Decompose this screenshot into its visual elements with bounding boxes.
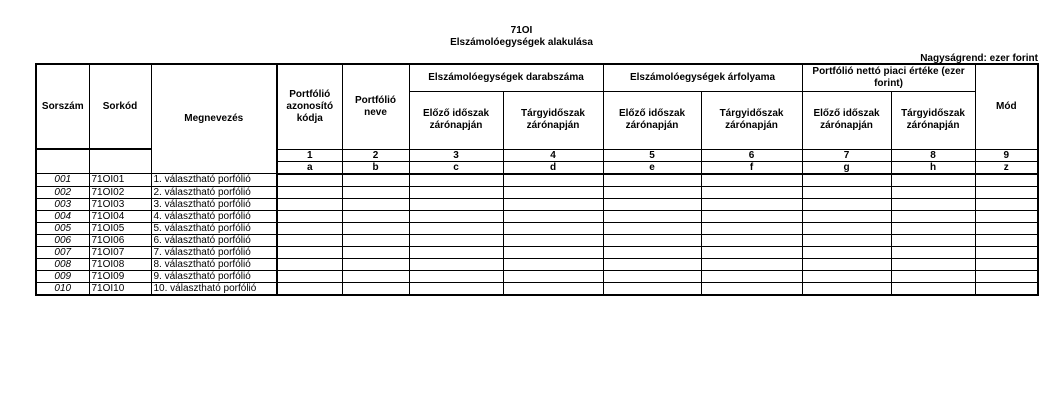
table-row bbox=[36, 174, 1038, 187]
row-megnevezes: 4. választható porfólió bbox=[151, 210, 277, 222]
row-sorkod: 71OI05 bbox=[89, 222, 151, 234]
data-cell[interactable] bbox=[802, 282, 891, 295]
row-sorszam: 002 bbox=[36, 186, 89, 198]
data-cell[interactable] bbox=[975, 246, 1038, 258]
data-cell[interactable] bbox=[975, 270, 1038, 282]
row-megnevezes: 7. választható porfólió bbox=[151, 246, 277, 258]
col-number: 6 bbox=[701, 149, 802, 161]
data-cell[interactable] bbox=[802, 174, 891, 187]
row-sorszam: 009 bbox=[36, 270, 89, 282]
row-sorkod: 71OI09 bbox=[89, 270, 151, 282]
row-sorszam: 001 bbox=[36, 174, 89, 187]
data-cell[interactable] bbox=[891, 222, 975, 234]
data-cell[interactable] bbox=[891, 258, 975, 270]
col-letter: a bbox=[277, 161, 342, 174]
data-cell[interactable] bbox=[503, 198, 603, 210]
data-cell[interactable] bbox=[701, 270, 802, 282]
col-group-darabszam: Elszámolóegységek darabszáma bbox=[409, 64, 603, 91]
table-row bbox=[36, 222, 1038, 234]
data-cell[interactable] bbox=[409, 234, 503, 246]
data-cell[interactable] bbox=[409, 174, 503, 187]
data-cell[interactable] bbox=[603, 174, 701, 187]
row-sorszam: 005 bbox=[36, 222, 89, 234]
data-cell[interactable] bbox=[603, 270, 701, 282]
data-cell[interactable] bbox=[975, 186, 1038, 198]
data-cell[interactable] bbox=[802, 186, 891, 198]
data-cell[interactable] bbox=[409, 198, 503, 210]
data-cell[interactable] bbox=[891, 198, 975, 210]
data-cell[interactable] bbox=[802, 234, 891, 246]
col-number: 1 bbox=[277, 149, 342, 161]
data-cell[interactable] bbox=[409, 210, 503, 222]
col-portfolio-kod: Portfólió azonosító kódja bbox=[277, 64, 342, 149]
data-cell[interactable] bbox=[701, 246, 802, 258]
col-g-elozo: Előző időszak zárónapján bbox=[802, 91, 891, 149]
data-cell[interactable] bbox=[603, 222, 701, 234]
row-megnevezes: 10. választható porfólió bbox=[151, 282, 277, 295]
data-cell[interactable] bbox=[342, 198, 409, 210]
data-cell[interactable] bbox=[701, 282, 802, 295]
data-cell[interactable] bbox=[503, 258, 603, 270]
table-row bbox=[36, 246, 1038, 258]
data-cell[interactable] bbox=[975, 210, 1038, 222]
data-cell[interactable] bbox=[891, 270, 975, 282]
data-cell[interactable] bbox=[603, 186, 701, 198]
table-row bbox=[36, 282, 1038, 295]
col-letter: d bbox=[503, 161, 603, 174]
table-row bbox=[36, 186, 1038, 198]
data-cell[interactable] bbox=[503, 234, 603, 246]
table-row bbox=[36, 198, 1038, 210]
data-cell[interactable] bbox=[342, 246, 409, 258]
table-row bbox=[36, 270, 1038, 282]
col-group-arfolyam: Elszámolóegységek árfolyama bbox=[603, 64, 802, 91]
data-cell[interactable] bbox=[277, 246, 342, 258]
col-mod: Mód bbox=[975, 64, 1038, 149]
data-cell[interactable] bbox=[891, 210, 975, 222]
col-letter: b bbox=[342, 161, 409, 174]
data-cell[interactable] bbox=[975, 198, 1038, 210]
data-cell[interactable] bbox=[603, 282, 701, 295]
col-number: 2 bbox=[342, 149, 409, 161]
data-cell[interactable] bbox=[342, 222, 409, 234]
col-number: 8 bbox=[891, 149, 975, 161]
col-portfolio-neve: Portfólió neve bbox=[342, 64, 409, 149]
col-f-targy: Tárgyidőszak zárónapján bbox=[701, 91, 802, 149]
data-cell[interactable] bbox=[277, 282, 342, 295]
data-cell[interactable] bbox=[701, 258, 802, 270]
row-sorkod: 71OI02 bbox=[89, 186, 151, 198]
data-cell[interactable] bbox=[277, 198, 342, 210]
data-cell[interactable] bbox=[603, 234, 701, 246]
data-cell[interactable] bbox=[277, 210, 342, 222]
data-cell[interactable] bbox=[409, 282, 503, 295]
col-letter: g bbox=[802, 161, 891, 174]
form-title: Elszámolóegységek alakulása bbox=[450, 37, 593, 48]
data-cell[interactable] bbox=[701, 174, 802, 187]
form-code: 71OI bbox=[510, 25, 533, 36]
data-cell[interactable] bbox=[891, 246, 975, 258]
table-row bbox=[36, 234, 1038, 246]
col-letter: z bbox=[975, 161, 1038, 174]
data-cell[interactable] bbox=[975, 174, 1038, 187]
data-cell[interactable] bbox=[342, 282, 409, 295]
row-sorkod: 71OI07 bbox=[89, 246, 151, 258]
data-cell[interactable] bbox=[342, 174, 409, 187]
data-cell[interactable] bbox=[701, 186, 802, 198]
data-cell[interactable] bbox=[603, 198, 701, 210]
data-cell[interactable] bbox=[802, 270, 891, 282]
col-letter: c bbox=[409, 161, 503, 174]
data-cell[interactable] bbox=[891, 186, 975, 198]
data-cell[interactable] bbox=[975, 234, 1038, 246]
data-cell[interactable] bbox=[603, 246, 701, 258]
data-cell[interactable] bbox=[891, 234, 975, 246]
row-megnevezes: 8. választható porfólió bbox=[151, 258, 277, 270]
data-cell[interactable] bbox=[342, 270, 409, 282]
col-sorszam: Sorszám bbox=[36, 64, 89, 149]
data-cell[interactable] bbox=[802, 198, 891, 210]
data-cell[interactable] bbox=[342, 186, 409, 198]
data-cell[interactable] bbox=[342, 258, 409, 270]
row-sorszam: 004 bbox=[36, 210, 89, 222]
col-letter: e bbox=[603, 161, 701, 174]
data-cell[interactable] bbox=[701, 222, 802, 234]
data-cell[interactable] bbox=[701, 234, 802, 246]
col-group-netto: Portfólió nettó piaci értéke (ezer forint) bbox=[802, 64, 975, 91]
col-letter: h bbox=[891, 161, 975, 174]
data-cell[interactable] bbox=[701, 198, 802, 210]
data-cell[interactable] bbox=[409, 186, 503, 198]
data-cell[interactable] bbox=[802, 258, 891, 270]
row-megnevezes: 2. választható porfólió bbox=[151, 186, 277, 198]
report-table bbox=[35, 63, 1039, 296]
data-cell[interactable] bbox=[503, 174, 603, 187]
row-megnevezes: 6. választható porfólió bbox=[151, 234, 277, 246]
data-cell[interactable] bbox=[975, 282, 1038, 295]
col-sorkod: Sorkód bbox=[89, 64, 151, 149]
data-cell[interactable] bbox=[277, 186, 342, 198]
data-cell[interactable] bbox=[342, 234, 409, 246]
data-cell[interactable] bbox=[802, 210, 891, 222]
data-cell[interactable] bbox=[503, 186, 603, 198]
data-cell[interactable] bbox=[701, 210, 802, 222]
col-megnevezes: Megnevezés bbox=[151, 64, 277, 174]
row-sorkod: 71OI04 bbox=[89, 210, 151, 222]
col-number: 9 bbox=[975, 149, 1038, 161]
data-cell[interactable] bbox=[409, 270, 503, 282]
data-cell[interactable] bbox=[503, 270, 603, 282]
row-sorszam: 010 bbox=[36, 282, 89, 295]
data-cell[interactable] bbox=[503, 282, 603, 295]
row-sorszam: 007 bbox=[36, 246, 89, 258]
data-cell[interactable] bbox=[503, 222, 603, 234]
data-cell[interactable] bbox=[277, 258, 342, 270]
data-cell[interactable] bbox=[603, 210, 701, 222]
data-cell[interactable] bbox=[277, 270, 342, 282]
col-number: 3 bbox=[409, 149, 503, 161]
data-cell[interactable] bbox=[409, 258, 503, 270]
table-row bbox=[36, 210, 1038, 222]
data-cell[interactable] bbox=[802, 246, 891, 258]
row-sorkod: 71OI01 bbox=[89, 174, 151, 187]
data-cell[interactable] bbox=[891, 282, 975, 295]
data-cell[interactable] bbox=[503, 246, 603, 258]
row-sorkod: 71OI06 bbox=[89, 234, 151, 246]
row-sorkod: 71OI10 bbox=[89, 282, 151, 295]
col-d-targy: Tárgyidőszak zárónapján bbox=[503, 91, 603, 149]
data-cell[interactable] bbox=[277, 222, 342, 234]
row-megnevezes: 1. választható porfólió bbox=[151, 174, 277, 187]
data-cell[interactable] bbox=[342, 210, 409, 222]
row-sorszam: 008 bbox=[36, 258, 89, 270]
col-e-elozo: Előző időszak zárónapján bbox=[603, 91, 701, 149]
data-cell[interactable] bbox=[277, 234, 342, 246]
row-megnevezes: 9. választható porfólió bbox=[151, 270, 277, 282]
row-sorszam: 003 bbox=[36, 198, 89, 210]
row-megnevezes: 3. választható porfólió bbox=[151, 198, 277, 210]
table-row bbox=[36, 258, 1038, 270]
blank-header-cell bbox=[89, 149, 151, 174]
col-number: 7 bbox=[802, 149, 891, 161]
data-cell[interactable] bbox=[409, 246, 503, 258]
row-sorkod: 71OI08 bbox=[89, 258, 151, 270]
blank-header-cell bbox=[36, 149, 89, 174]
col-letter: f bbox=[701, 161, 802, 174]
col-number: 5 bbox=[603, 149, 701, 161]
data-cell[interactable] bbox=[802, 222, 891, 234]
unit-label: Nagyságrend: ezer forint bbox=[920, 53, 1038, 64]
data-cell[interactable] bbox=[975, 222, 1038, 234]
row-megnevezes: 5. választható porfólió bbox=[151, 222, 277, 234]
row-sorkod: 71OI03 bbox=[89, 198, 151, 210]
data-cell[interactable] bbox=[891, 174, 975, 187]
col-h-targy: Tárgyidőszak zárónapján bbox=[891, 91, 975, 149]
data-cell[interactable] bbox=[975, 258, 1038, 270]
col-c-elozo: Előző időszak zárónapján bbox=[409, 91, 503, 149]
data-cell[interactable] bbox=[409, 222, 503, 234]
col-number: 4 bbox=[503, 149, 603, 161]
data-cell[interactable] bbox=[277, 174, 342, 187]
row-sorszam: 006 bbox=[36, 234, 89, 246]
data-cell[interactable] bbox=[503, 210, 603, 222]
data-cell[interactable] bbox=[603, 258, 701, 270]
